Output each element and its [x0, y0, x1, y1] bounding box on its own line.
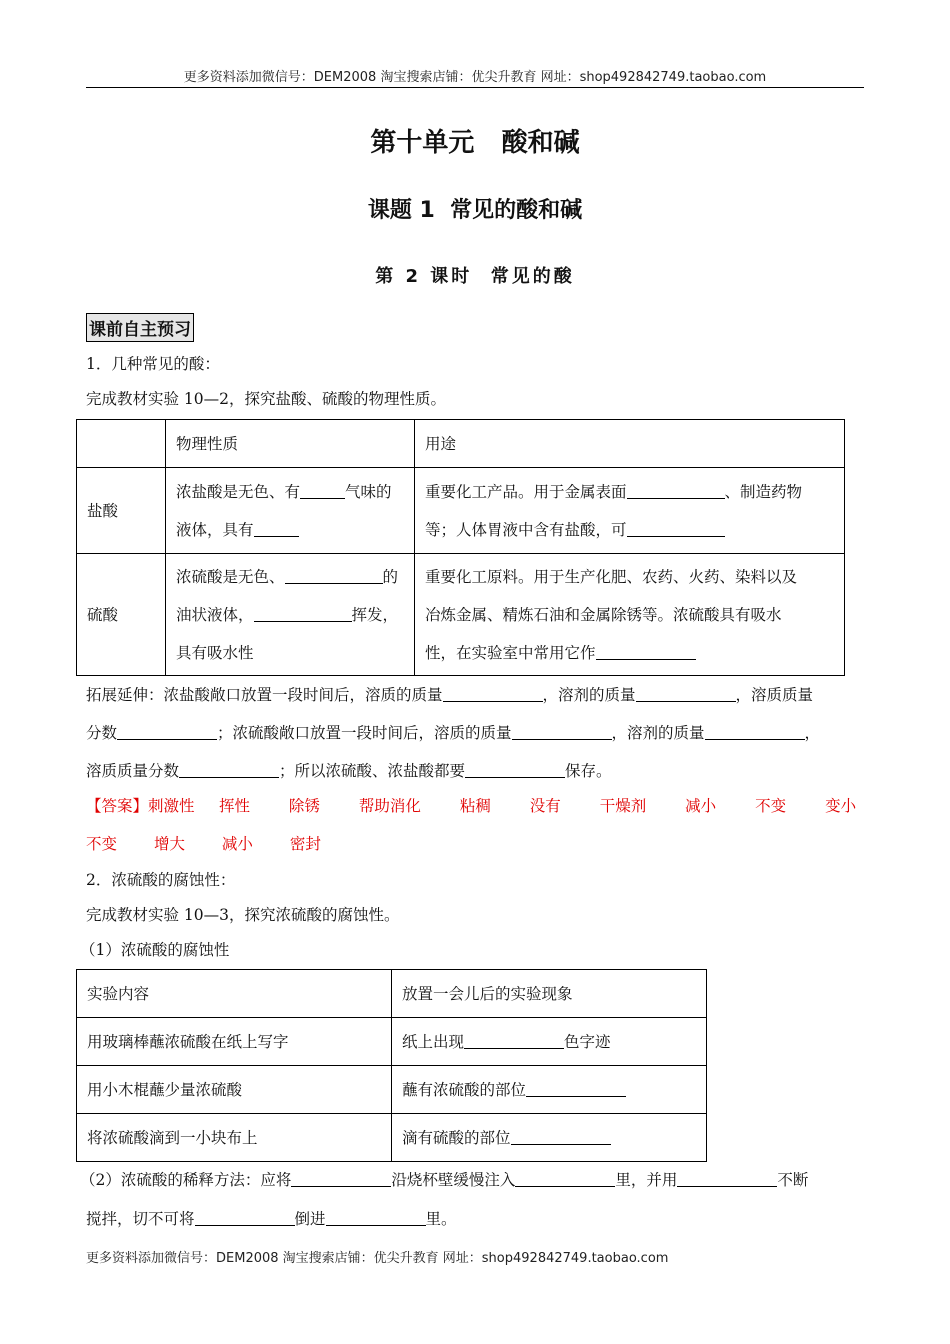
table2-header-content: 实验内容: [77, 970, 392, 1018]
row-hcl-name: 盐酸: [77, 468, 166, 554]
answer-label: 【答案】: [86, 797, 149, 815]
table1-header-empty: [77, 420, 166, 468]
lesson-title: 课题 1 常见的酸和碱: [367, 198, 583, 223]
preview-section-box: 课前自主预习: [86, 313, 194, 342]
page-footer: 更多资料添加微信号：DEM2008 淘宝搜索店铺：优尖升教育 网址：shop492842749.taobao.com: [86, 1251, 669, 1266]
extension-line-1: 拓展延伸：浓盐酸敞口放置一段时间后，溶质的质量 ，溶剂的质量 ，溶质质量: [86, 686, 814, 704]
table-row: 用玻璃棒蘸浓硫酸在纸上写字 纸上出现 色字迹: [77, 1018, 707, 1066]
row-h2so4-uses: 重要化工原料。用于生产化肥、农药、火药、染料以及 冶炼金属、精炼石油和金属除锈等。浓硫酸具有吸水 性，在实验室中常用它作: [415, 554, 845, 676]
q2-intro: 完成教材实验 10—3，探究浓硫酸的腐蚀性。: [86, 906, 400, 924]
row-h2so4-physical: 浓硫酸是无色、 的 油状液体， 挥发， 具有吸水性: [166, 554, 415, 676]
acids-properties-table: [76, 419, 845, 676]
table-row: 用小木棍蘸少量浓硫酸 蘸有浓硫酸的部位: [77, 1066, 707, 1114]
period-title: 第 2 课时 常见的酸: [375, 266, 575, 287]
page-header: 更多资料添加微信号：DEM2008 淘宝搜索店铺：优尖升教育 网址：shop492842749.taobao.com: [183, 70, 767, 85]
table1-header-physical: 物理性质: [166, 420, 415, 468]
answer-line-1: 【答案】刺激性 挥性 除锈 帮助消化 粘稠 没有 干燥剂 减小 不变 变小: [86, 794, 856, 816]
corrosion-table: [76, 969, 707, 1162]
answer-line-2: 不变 增大 减小 密封: [86, 835, 321, 853]
header-divider: [86, 87, 864, 88]
row-h2so4-name: 硫酸: [77, 554, 166, 676]
table-row: 将浓硫酸滴到一小块布上 滴有硫酸的部位: [77, 1114, 707, 1162]
q2-heading: 2．浓硫酸的腐蚀性：: [86, 871, 236, 889]
row-hcl-physical: 浓盐酸是无色、有 气味的 液体，具有: [166, 468, 415, 554]
row-hcl-uses: 重要化工产品。用于金属表面 、制造药物 等；人体胃液中含有盐酸，可: [415, 468, 845, 554]
unit-title: 第十单元 酸和碱: [370, 128, 580, 158]
dilution-line-2: 搅拌，切不可将 倒进 里。: [86, 1210, 457, 1228]
extension-line-3: 溶质质量分数 ；所以浓硫酸、浓盐酸都要 保存。: [86, 762, 612, 780]
q1-intro: 完成教材实验 10—2，探究盐酸、硫酸的物理性质。: [86, 390, 447, 408]
extension-line-2: 分数 ；浓硫酸敞口放置一段时间后，溶质的质量 ，溶剂的质量 ，: [86, 724, 821, 742]
dilution-line-1: （2）浓硫酸的稀释方法：应将 沿烧杯壁缓慢注入 里，并用 不断: [80, 1171, 809, 1189]
table1-header-uses: 用途: [415, 420, 845, 468]
q2-sub1: （1）浓硫酸的腐蚀性: [80, 941, 230, 959]
table2-header-phenomenon: 放置一会儿后的实验现象: [392, 970, 707, 1018]
q1-heading: 1．几种常见的酸：: [86, 355, 220, 373]
